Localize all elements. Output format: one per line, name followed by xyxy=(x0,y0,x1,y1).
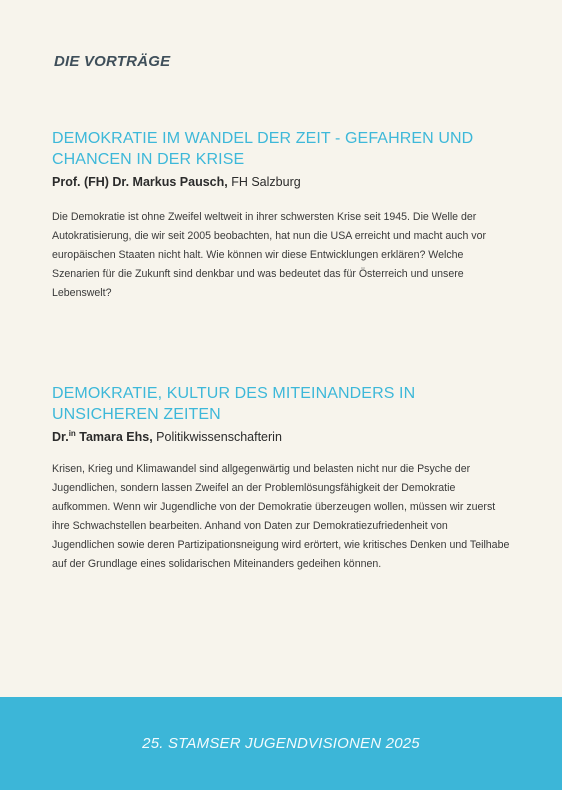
talk-2 xyxy=(52,383,512,574)
talk-title xyxy=(52,383,512,425)
speaker-name: Prof. (FH) Dr. Markus Pausch, xyxy=(52,175,228,189)
footer-title: 25. STAMSER JUGENDVISIONEN 2025 xyxy=(142,735,420,752)
speaker-affiliation: Politikwissenschafterin xyxy=(152,430,282,444)
talk-description: Die Demokratie ist ohne Zweifel weltweit in ihrer schwersten Krise seit 1945. Die Welle der Autokratisierung, die wir seit 2005 beobachten, hat nun die USA erreicht und macht auch vor europäischen Staaten nicht halt. Wie können wir diese Entwicklungen erklären? Welche Szenarien für die Zukunft sind denkbar und was bedeutet das für Österreich und unsere Lebenswelt? xyxy=(52,211,487,299)
talk-title-line: DEMOKRATIE, KULTUR DES MITEINANDERS IN xyxy=(52,385,416,402)
speaker-name: Tamara Ehs, xyxy=(75,430,153,444)
talk-1 xyxy=(52,128,512,303)
talk-title-line: DEMOKRATIE IM WANDEL DER ZEIT - GEFAHREN UND xyxy=(52,130,474,147)
section-heading: DIE VORTRÄGE xyxy=(54,53,171,70)
talk-description: Krisen, Krieg und Klimawandel sind allgegenwärtig und belasten nicht nur die Psyche der Jugendlichen, sondern lassen Zweifel an der Problemlösungsfähigkeit der Demokratie aufkommen. Wenn wir Jugendliche von der Demokratie überzeugen wollen, müssen wir zuerst ihre Schwachstellen bearbeiten. Anhand von Daten zur Demokratiezufriedenheit von Jugendlichen sowie deren Partizipationsneigung wird erörtert, wie kritisches Denken und Teilhabe auf der Grundlage eines solidarischen Miteinanders gedeihen können. xyxy=(52,463,510,570)
speaker xyxy=(52,429,512,445)
speaker-name-prefix xyxy=(52,430,153,444)
talk-title xyxy=(52,128,512,170)
talk-title-line: UNSICHEREN ZEITEN xyxy=(52,406,221,423)
speaker-title: Dr. xyxy=(52,430,69,444)
speaker-title-sup: in xyxy=(68,429,76,438)
footer-band xyxy=(0,697,562,790)
talk-title-line: CHANCEN IN DER KRISE xyxy=(52,151,245,168)
speaker xyxy=(52,174,512,190)
speaker-affiliation: FH Salzburg xyxy=(227,175,301,189)
